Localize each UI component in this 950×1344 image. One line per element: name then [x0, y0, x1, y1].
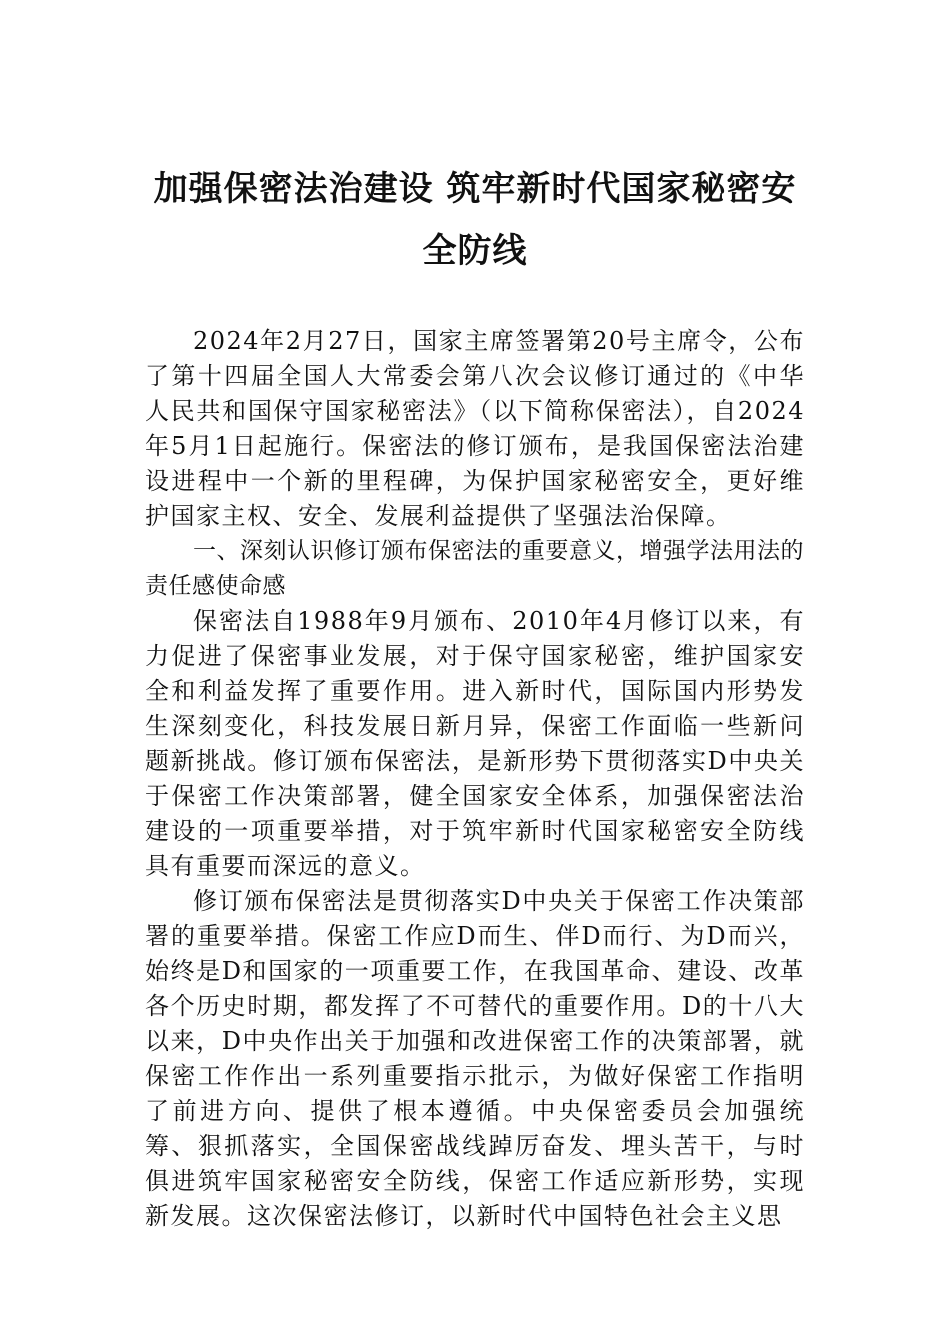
- document-body: [145, 324, 805, 1234]
- intro-paragraph: 2024年2月27日，国家主席签署第20号主席令，公布了第十四届全国人大常委会第八次会议修订通过的《中华人民共和国保守国家秘密法》（以下简称保密法），自2024年5月1日起施行。保密法的修订颁布，是我国保密法治建设进程中一个新的里程碑，为保护国家秘密安全，更好维护国家主权、安全、发展利益提供了坚强法治保障。: [145, 327, 805, 530]
- section-heading-1: 一、深刻认识修订颁布保密法的重要意义，增强学法用法的责任感使命感: [145, 538, 804, 599]
- body-paragraph-2: 修订颁布保密法是贯彻落实D中央关于保密工作决策部署的重要举措。保密工作应D而生、伴D而行、为D而兴，始终是D和国家的一项重要工作，在我国革命、建设、改革各个历史时期，都发挥了不可替代的重要作用。D的十八大以来，D中央作出关于加强和改进保密工作的决策部署，就保密工作作出一系列重要指示批示，为做好保密工作指明了前进方向、提供了根本遵循。中央保密委员会加强统筹、狠抓落实，全国保密战线踔厉奋发、埋头苦干，与时俱进筑牢国家秘密安全防线，保密工作适应新形势，实现新发展。这次保密法修订，以新时代中国特色社会主义思: [145, 887, 805, 1230]
- document-title: 加强保密法治建设 筑牢新时代国家秘密安全防线: [153, 169, 797, 271]
- body-paragraph-1: 保密法自1988年9月颁布、2010年4月修订以来，有力促进了保密事业发展，对于保守国家秘密，维护国家安全和利益发挥了重要作用。进入新时代，国际国内形势发生深刻变化，科技发展日新月异，保密工作面临一些新问题新挑战。修订颁布保密法，是新形势下贯彻落实D中央关于保密工作决策部署，健全国家安全体系，加强保密法治建设的一项重要举措，对于筑牢新时代国家秘密安全防线具有重要而深远的意义。: [145, 607, 805, 880]
